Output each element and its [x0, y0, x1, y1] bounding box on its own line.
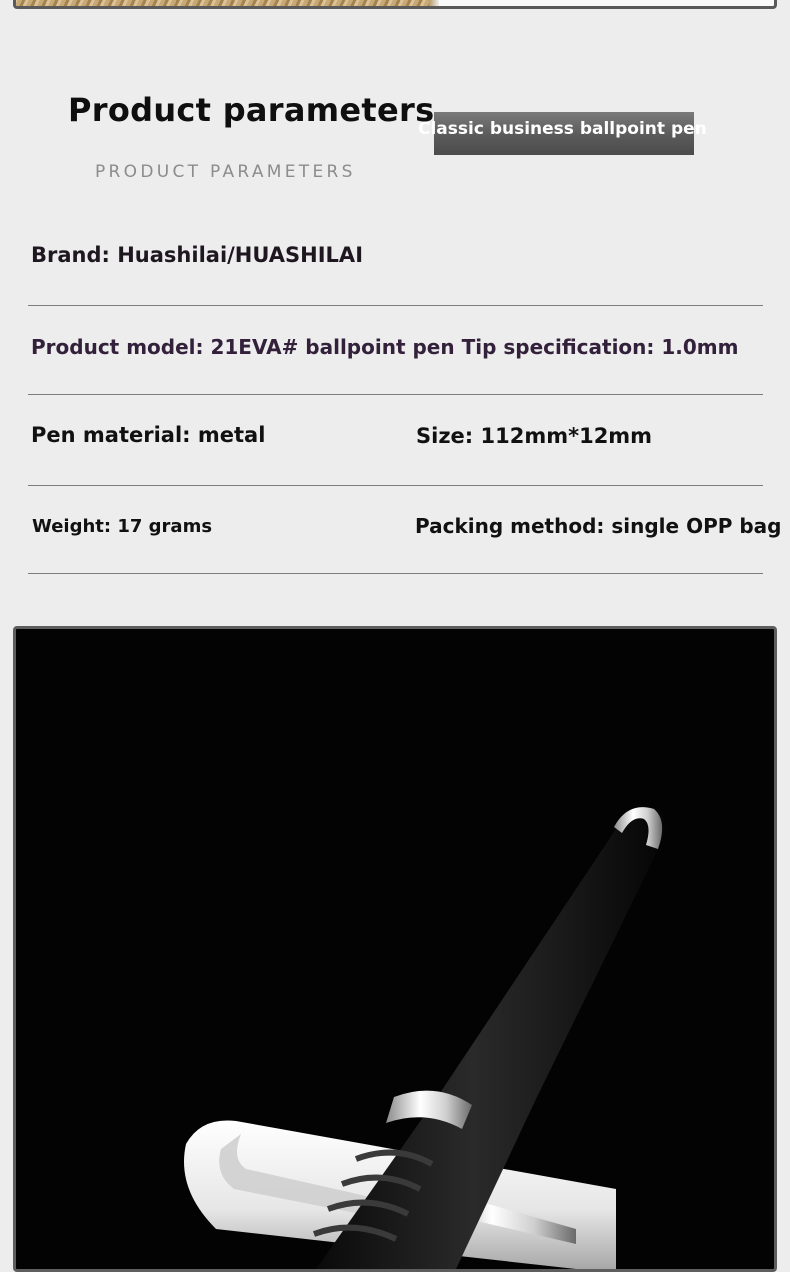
divider — [28, 394, 763, 395]
pen-product-photo — [13, 626, 777, 1272]
param-size: Size: 112mm*12mm — [416, 424, 653, 448]
pen-illustration — [16, 629, 774, 1269]
divider — [28, 305, 763, 306]
param-material: Pen material: metal — [31, 423, 266, 447]
param-model: Product model: 21EVA# ballpoint pen Tip specification: 1.0mm — [31, 335, 739, 359]
section-title: Product parameters — [68, 91, 435, 129]
param-weight: Weight: 17 grams — [32, 516, 213, 537]
product-badge-label: Classic business ballpoint pen — [418, 119, 707, 139]
param-packing: Packing method: single OPP bag — [415, 514, 782, 538]
rope-texture — [16, 0, 429, 6]
top-product-image-fragment — [13, 0, 777, 9]
section-subtitle: PRODUCT PARAMETERS — [95, 162, 356, 182]
image-edge — [429, 0, 439, 6]
param-brand: Brand: Huashilai/HUASHILAI — [31, 243, 364, 267]
divider — [28, 573, 763, 574]
divider — [28, 485, 763, 486]
